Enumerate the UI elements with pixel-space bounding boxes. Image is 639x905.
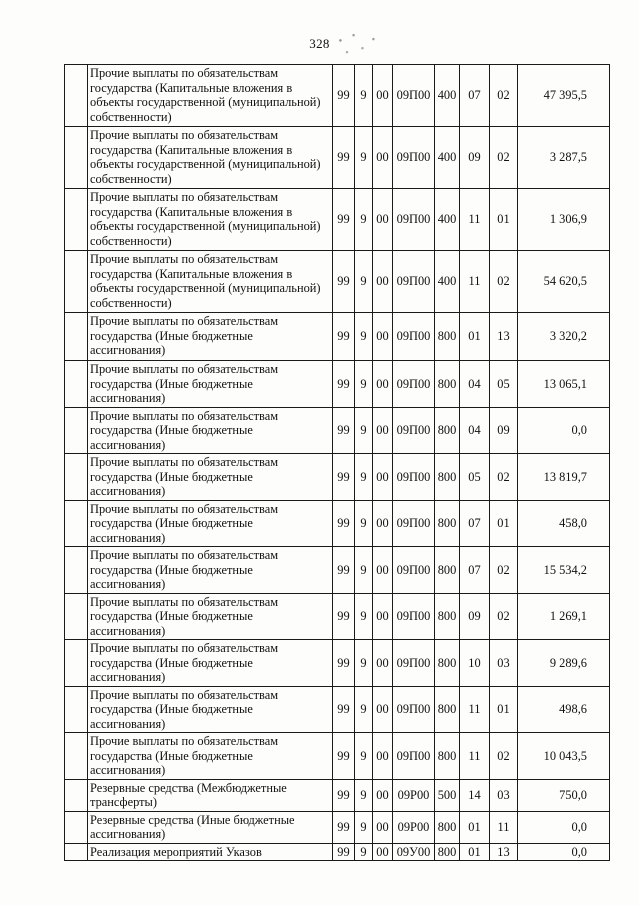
row-code-c3: 00	[373, 251, 393, 313]
row-code-c1: 99	[333, 65, 355, 127]
row-blank-cell	[65, 779, 88, 811]
row-blank-cell	[65, 593, 88, 640]
row-code-c1: 99	[333, 593, 355, 640]
row-code-c4: 09П00	[393, 454, 435, 501]
row-code-c4: 09П00	[393, 189, 435, 251]
row-code-c6: 04	[460, 361, 490, 408]
row-code-c7: 03	[490, 640, 518, 687]
row-code-c5: 400	[435, 251, 460, 313]
row-blank-cell	[65, 640, 88, 687]
row-description: Прочие выплаты по обязательствам государства (Капитальные вложения в объекты государственной (муниципальной) собственности)	[88, 189, 333, 251]
row-code-c6: 11	[460, 686, 490, 733]
row-description: Прочие выплаты по обязательствам государства (Иные бюджетные ассигнования)	[88, 593, 333, 640]
row-amount: 750,0	[518, 779, 610, 811]
row-blank-cell	[65, 500, 88, 547]
row-code-c4: 09П00	[393, 733, 435, 780]
row-code-c7: 02	[490, 593, 518, 640]
row-code-c4: 09П00	[393, 127, 435, 189]
row-code-c3: 00	[373, 779, 393, 811]
row-blank-cell	[65, 251, 88, 313]
row-code-c3: 00	[373, 843, 393, 861]
row-amount: 13 819,7	[518, 454, 610, 501]
row-code-c7: 02	[490, 733, 518, 780]
row-code-c4: 09П00	[393, 251, 435, 313]
row-code-c6: 07	[460, 547, 490, 594]
row-code-c3: 00	[373, 65, 393, 127]
row-blank-cell	[65, 454, 88, 501]
budget-table	[64, 64, 610, 861]
table-row	[65, 407, 610, 454]
row-code-c3: 00	[373, 361, 393, 408]
row-code-c1: 99	[333, 733, 355, 780]
row-code-c4: 09Р00	[393, 779, 435, 811]
row-code-c1: 99	[333, 779, 355, 811]
row-code-c1: 99	[333, 313, 355, 361]
table-row	[65, 313, 610, 361]
row-code-c3: 00	[373, 127, 393, 189]
row-code-c7: 01	[490, 189, 518, 251]
row-code-c2: 9	[355, 843, 373, 861]
row-description: Прочие выплаты по обязательствам государства (Иные бюджетные ассигнования)	[88, 407, 333, 454]
row-code-c3: 00	[373, 811, 393, 843]
table-row	[65, 779, 610, 811]
row-code-c7: 02	[490, 65, 518, 127]
row-code-c6: 05	[460, 454, 490, 501]
table-row	[65, 640, 610, 687]
table-row	[65, 686, 610, 733]
row-amount: 10 043,5	[518, 733, 610, 780]
row-amount: 1 306,9	[518, 189, 610, 251]
row-blank-cell	[65, 189, 88, 251]
row-code-c7: 02	[490, 547, 518, 594]
row-code-c6: 10	[460, 640, 490, 687]
row-code-c6: 09	[460, 127, 490, 189]
row-amount: 54 620,5	[518, 251, 610, 313]
row-code-c1: 99	[333, 640, 355, 687]
row-description: Прочие выплаты по обязательствам государства (Иные бюджетные ассигнования)	[88, 500, 333, 547]
row-code-c1: 99	[333, 251, 355, 313]
row-code-c5: 800	[435, 686, 460, 733]
table-row	[65, 593, 610, 640]
row-code-c2: 9	[355, 361, 373, 408]
row-amount: 3 320,2	[518, 313, 610, 361]
row-code-c7: 03	[490, 779, 518, 811]
row-code-c5: 800	[435, 361, 460, 408]
row-code-c4: 09У00	[393, 843, 435, 861]
row-code-c5: 800	[435, 640, 460, 687]
row-blank-cell	[65, 547, 88, 594]
row-code-c2: 9	[355, 65, 373, 127]
row-code-c4: 09Р00	[393, 811, 435, 843]
row-description: Прочие выплаты по обязательствам государства (Иные бюджетные ассигнования)	[88, 361, 333, 408]
row-code-c1: 99	[333, 407, 355, 454]
row-code-c1: 99	[333, 843, 355, 861]
table-row	[65, 811, 610, 843]
row-code-c7: 13	[490, 843, 518, 861]
row-code-c2: 9	[355, 686, 373, 733]
row-amount: 1 269,1	[518, 593, 610, 640]
row-code-c5: 500	[435, 779, 460, 811]
row-code-c7: 05	[490, 361, 518, 408]
row-code-c1: 99	[333, 686, 355, 733]
row-blank-cell	[65, 127, 88, 189]
row-code-c7: 01	[490, 500, 518, 547]
row-amount: 498,6	[518, 686, 610, 733]
row-code-c5: 400	[435, 189, 460, 251]
row-code-c3: 00	[373, 547, 393, 594]
page-number: 328	[309, 36, 330, 51]
table-row	[65, 454, 610, 501]
row-code-c7: 02	[490, 454, 518, 501]
row-code-c5: 800	[435, 733, 460, 780]
row-description: Резервные средства (Межбюджетные трансферты)	[88, 779, 333, 811]
row-code-c6: 07	[460, 65, 490, 127]
row-code-c6: 04	[460, 407, 490, 454]
row-code-c2: 9	[355, 189, 373, 251]
table-row	[65, 843, 610, 861]
row-code-c2: 9	[355, 407, 373, 454]
row-code-c4: 09П00	[393, 500, 435, 547]
row-code-c5: 800	[435, 843, 460, 861]
row-code-c2: 9	[355, 733, 373, 780]
row-code-c3: 00	[373, 189, 393, 251]
table-row	[65, 65, 610, 127]
row-description: Резервные средства (Иные бюджетные ассигнования)	[88, 811, 333, 843]
row-description: Реализация мероприятий Указов	[88, 843, 333, 861]
row-code-c2: 9	[355, 500, 373, 547]
row-code-c1: 99	[333, 547, 355, 594]
row-code-c3: 00	[373, 407, 393, 454]
row-code-c6: 01	[460, 313, 490, 361]
row-code-c2: 9	[355, 811, 373, 843]
row-description: Прочие выплаты по обязательствам государства (Иные бюджетные ассигнования)	[88, 640, 333, 687]
row-code-c2: 9	[355, 454, 373, 501]
row-blank-cell	[65, 686, 88, 733]
row-code-c3: 00	[373, 454, 393, 501]
row-code-c1: 99	[333, 189, 355, 251]
row-code-c6: 11	[460, 189, 490, 251]
row-code-c5: 400	[435, 127, 460, 189]
row-code-c2: 9	[355, 779, 373, 811]
row-description: Прочие выплаты по обязательствам государства (Капитальные вложения в объекты государственной (муниципальной) собственности)	[88, 127, 333, 189]
table-row	[65, 127, 610, 189]
row-code-c5: 800	[435, 454, 460, 501]
row-code-c7: 02	[490, 127, 518, 189]
row-code-c5: 800	[435, 407, 460, 454]
row-description: Прочие выплаты по обязательствам государства (Иные бюджетные ассигнования)	[88, 733, 333, 780]
row-code-c2: 9	[355, 313, 373, 361]
row-amount: 0,0	[518, 843, 610, 861]
table-row	[65, 251, 610, 313]
table-row	[65, 500, 610, 547]
row-code-c2: 9	[355, 640, 373, 687]
table-row	[65, 189, 610, 251]
row-code-c3: 00	[373, 686, 393, 733]
row-code-c6: 14	[460, 779, 490, 811]
row-code-c5: 800	[435, 593, 460, 640]
row-amount: 47 395,5	[518, 65, 610, 127]
row-blank-cell	[65, 407, 88, 454]
row-blank-cell	[65, 313, 88, 361]
row-code-c7: 01	[490, 686, 518, 733]
row-code-c3: 00	[373, 593, 393, 640]
row-code-c4: 09П00	[393, 640, 435, 687]
table-row	[65, 733, 610, 780]
row-code-c2: 9	[355, 547, 373, 594]
row-code-c2: 9	[355, 251, 373, 313]
row-code-c3: 00	[373, 733, 393, 780]
row-code-c5: 400	[435, 65, 460, 127]
row-code-c4: 09П00	[393, 313, 435, 361]
row-code-c3: 00	[373, 500, 393, 547]
row-code-c5: 800	[435, 313, 460, 361]
row-amount: 9 289,6	[518, 640, 610, 687]
row-code-c2: 9	[355, 127, 373, 189]
row-code-c4: 09П00	[393, 65, 435, 127]
row-amount: 3 287,5	[518, 127, 610, 189]
row-code-c5: 800	[435, 547, 460, 594]
row-code-c4: 09П00	[393, 547, 435, 594]
row-code-c6: 01	[460, 811, 490, 843]
row-description: Прочие выплаты по обязательствам государства (Капитальные вложения в объекты государственной (муниципальной) собственности)	[88, 65, 333, 127]
row-code-c1: 99	[333, 454, 355, 501]
row-code-c6: 11	[460, 733, 490, 780]
table-row	[65, 361, 610, 408]
row-code-c4: 09П00	[393, 593, 435, 640]
row-amount: 15 534,2	[518, 547, 610, 594]
row-code-c3: 00	[373, 640, 393, 687]
row-amount: 458,0	[518, 500, 610, 547]
row-blank-cell	[65, 361, 88, 408]
row-blank-cell	[65, 811, 88, 843]
row-code-c4: 09П00	[393, 407, 435, 454]
row-description: Прочие выплаты по обязательствам государства (Иные бюджетные ассигнования)	[88, 454, 333, 501]
row-code-c4: 09П00	[393, 686, 435, 733]
row-code-c4: 09П00	[393, 361, 435, 408]
row-code-c6: 07	[460, 500, 490, 547]
table-body	[65, 65, 610, 861]
row-code-c7: 09	[490, 407, 518, 454]
row-code-c1: 99	[333, 500, 355, 547]
row-description: Прочие выплаты по обязательствам государства (Иные бюджетные ассигнования)	[88, 313, 333, 361]
row-amount: 0,0	[518, 811, 610, 843]
row-description: Прочие выплаты по обязательствам государства (Капитальные вложения в объекты государственной (муниципальной) собственности)	[88, 251, 333, 313]
row-code-c7: 11	[490, 811, 518, 843]
row-code-c1: 99	[333, 127, 355, 189]
row-blank-cell	[65, 843, 88, 861]
row-code-c7: 02	[490, 251, 518, 313]
row-code-c6: 01	[460, 843, 490, 861]
row-code-c3: 00	[373, 313, 393, 361]
row-code-c7: 13	[490, 313, 518, 361]
row-code-c2: 9	[355, 593, 373, 640]
row-description: Прочие выплаты по обязательствам государства (Иные бюджетные ассигнования)	[88, 547, 333, 594]
row-code-c1: 99	[333, 811, 355, 843]
row-code-c6: 11	[460, 251, 490, 313]
row-amount: 13 065,1	[518, 361, 610, 408]
row-code-c6: 09	[460, 593, 490, 640]
table-row	[65, 547, 610, 594]
row-code-c5: 800	[435, 811, 460, 843]
row-code-c5: 800	[435, 500, 460, 547]
row-code-c1: 99	[333, 361, 355, 408]
row-description: Прочие выплаты по обязательствам государства (Иные бюджетные ассигнования)	[88, 686, 333, 733]
row-blank-cell	[65, 733, 88, 780]
row-amount: 0,0	[518, 407, 610, 454]
scan-noise-mark	[336, 30, 380, 56]
row-blank-cell	[65, 65, 88, 127]
